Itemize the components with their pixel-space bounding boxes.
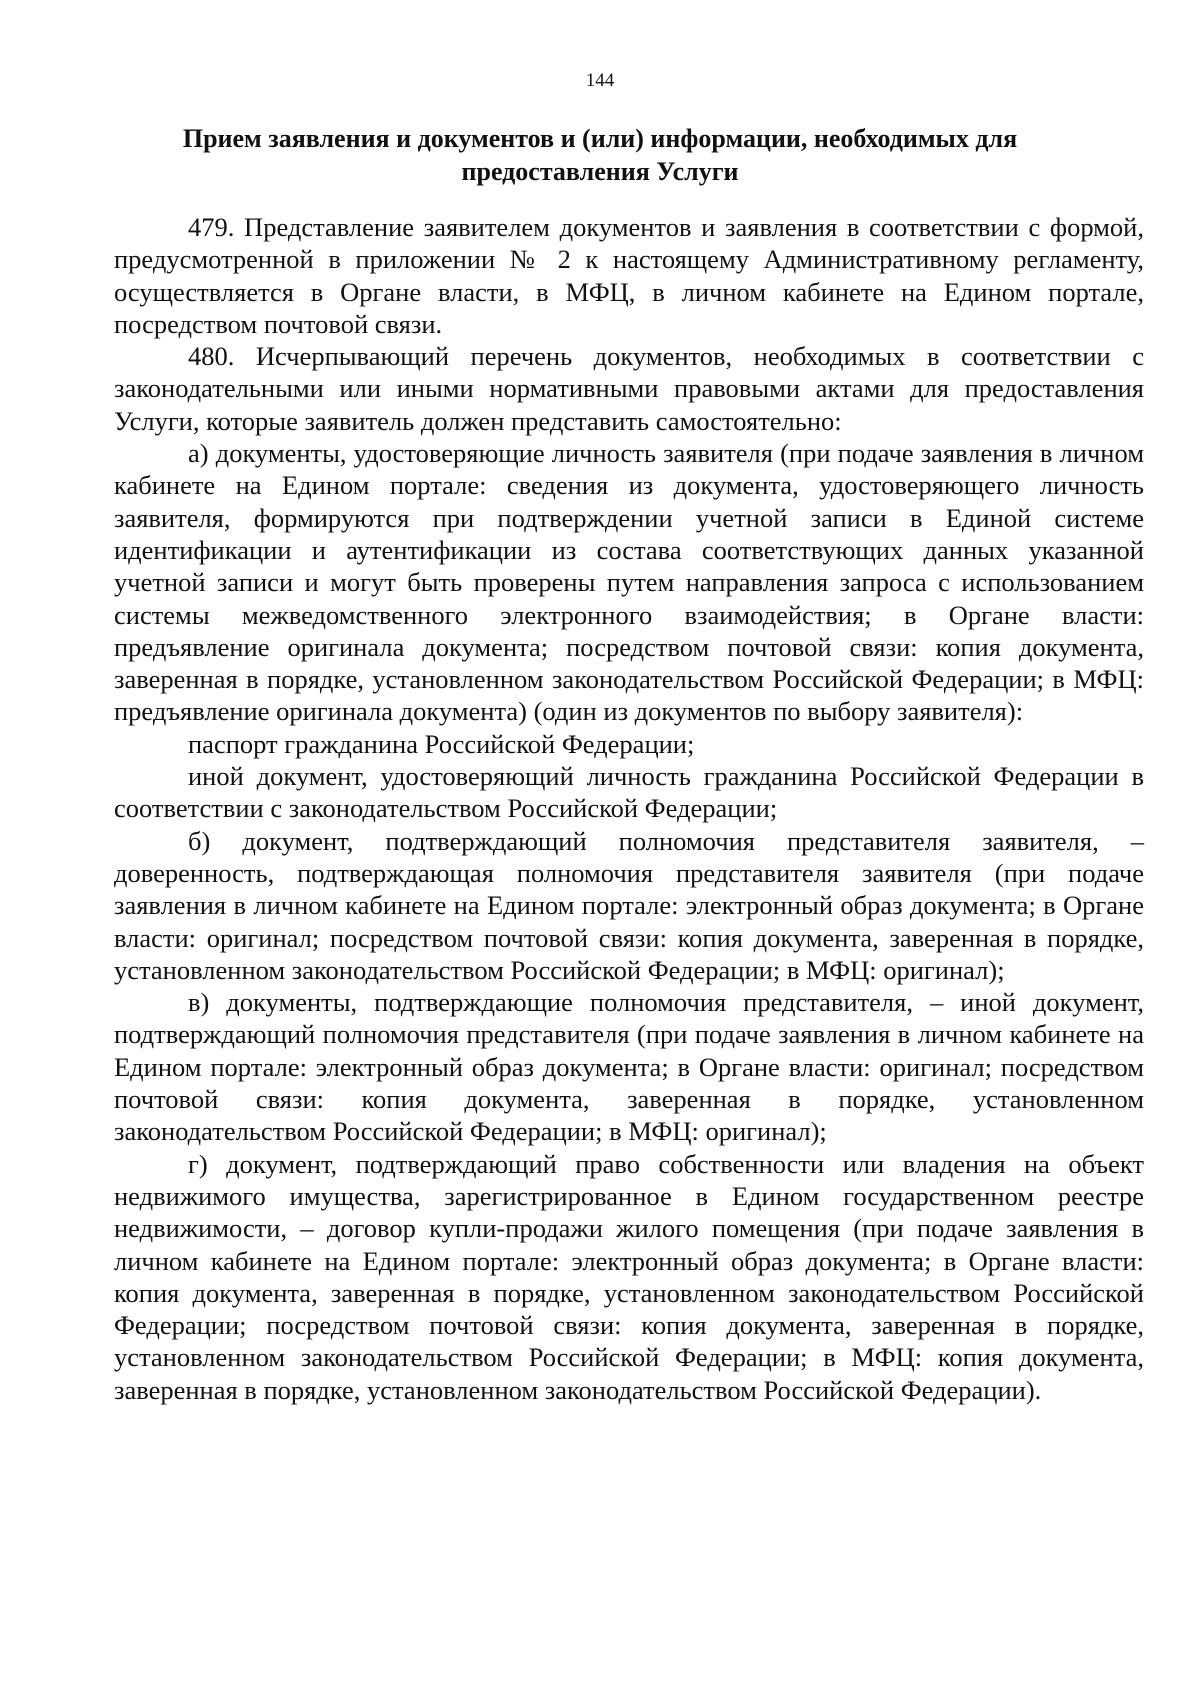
paragraph-item-g: г) документ, подтверждающий право собственности или владения на объект недвижимого имущества, зарегистрированное в Едином государственном реестре недвижимости, – договор купли-продажи жилого помещения (при подаче заявления в личном кабинете на Едином портале: электронный образ документа; в Органе власти: копия документа, заверенная в порядке, установленном законодательством Российской Федерации; посредством почтовой связи: копия документа, заверенная в порядке, установленном законодательством Российской Федерации; в МФЦ: копия документа, заверенная в порядке, установленном законодательством Российской Федерации). (114, 1148, 1144, 1405)
paragraph-item-v: в) документы, подтверждающие полномочия представителя, – иной документ, подтверждающий полномочия представителя (при подаче заявления в личном кабинете на Едином портале: электронный образ документа; в Органе власти: оригинал; посредством почтовой связи: копия документа, заверенная в порядке, установленном законодательством Российской Федерации; в МФЦ: оригинал); (114, 987, 1144, 1147)
paragraph-other-id-document: иной документ, удостоверяющий личность гражданина Российской Федерации в соответствии с законодательством Российской Федерации; (114, 761, 1144, 824)
paragraph-item-a: а) документы, удостоверяющие личность заявителя (при подаче заявления в личном кабинете на Едином портале: сведения из документа, удостоверяющего личность заявителя, формируются при подтверждении учетной записи в Единой системе идентификации и аутентификации из состава соответствующих данных указанной учетной записи и могут быть проверены путем направления запроса с использованием системы межведомственного электронного взаимодействия; в Органе власти: предъявление оригинала документа; посредством почтовой связи: копия документа, заверенная в порядке, установленном законодательством Российской Федерации; в МФЦ: предъявление оригинала документа) (один из документов по выбору заявителя): (114, 438, 1144, 727)
section-heading (140, 122, 1060, 188)
document-body (114, 211, 1144, 1406)
paragraph-passport: паспорт гражданина Российской Федерации; (188, 728, 695, 759)
section-heading-line-1: Прием заявления и документов и (или) информации, необходимых для (182, 124, 1018, 153)
paragraph-479: 479. Представление заявителем документов и заявления в соответствии с формой, предусмотренной в приложении № 2 к настоящему Административному регламенту, осуществляется в Органе власти, в МФЦ, в личном кабинете на Едином портале, посредством почтовой связи. (114, 212, 1144, 339)
paragraph-item-b: б) документ, подтверждающий полномочия представителя заявителя, – доверенность, подтверждающая полномочия представителя заявителя (при подаче заявления в личном кабинете на Едином портале: электронный образ документа; в Органе власти: оригинал; посредством почтовой связи: копия документа, заверенная в порядке, установленном законодательством Российской Федерации; в МФЦ: оригинал); (114, 825, 1144, 985)
paragraph-480: 480. Исчерпывающий перечень документов, необходимых в соответствии с законодательными или иными нормативными правовыми актами для предоставления Услуги, которые заявитель должен представить самостоятельно: (114, 341, 1144, 436)
page-number: 144 (585, 70, 615, 91)
section-heading-line-2: предоставления Услуги (461, 157, 739, 186)
